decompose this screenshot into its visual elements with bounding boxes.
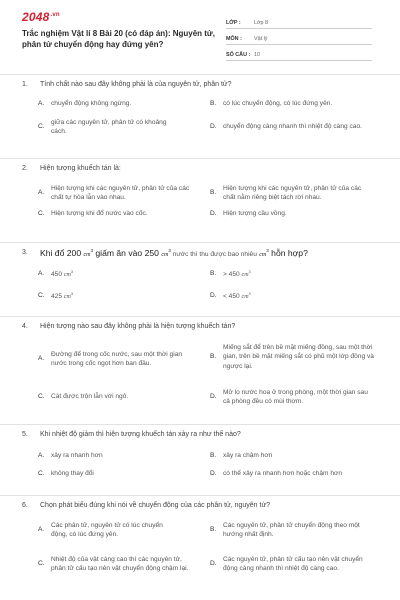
text-part: Khi đổ 200 <box>40 247 82 258</box>
option-text: Mở lọ nước hoa ở trong phòng, một thời gian sau cả phòng đều có mùi thơm. <box>223 388 368 405</box>
info-row-count <box>226 47 372 61</box>
option-text: Đường để trong cốc nước, sau một thời gian nước trong cốc ngọt hơn ban đầu. <box>51 350 183 367</box>
info-row-subject <box>226 31 372 45</box>
unit-cm: cm <box>241 272 249 279</box>
question-text: Khi nhiệt độ giảm thì hiện tượng khuếch tán xảy ra như thế nào? <box>40 431 241 438</box>
option-text: Hiện tượng khi các nguyên tử, phân tử của các chất tự hòa lẫn vào nhau. <box>51 184 190 201</box>
option-a[interactable] <box>38 344 208 374</box>
option-text: xảy ra chậm hơn <box>223 452 273 460</box>
question-3 <box>0 242 400 301</box>
info-row-class <box>226 15 372 29</box>
option-b[interactable] <box>210 519 380 541</box>
option-d[interactable] <box>210 549 380 579</box>
option-b[interactable] <box>210 98 380 110</box>
option-letter: A. <box>38 526 45 534</box>
option-letter: B. <box>210 189 217 197</box>
option-text: có thể xảy ra nhanh hơn hoặc chậm hơn <box>223 470 342 478</box>
question-header <box>0 158 400 178</box>
option-value: 450 <box>51 271 63 279</box>
question-text <box>40 248 308 258</box>
question-number: 1. <box>22 81 28 88</box>
unit-cm: cm <box>161 251 169 258</box>
option-letter: A. <box>38 355 45 363</box>
option-d[interactable] <box>210 290 380 302</box>
option-text: có lúc chuyển động, có lúc đứng yên. <box>223 100 333 108</box>
option-c[interactable] <box>38 208 208 220</box>
unit-exponent: 3 <box>248 269 251 275</box>
option-letter: A. <box>38 100 45 108</box>
option-letter: B. <box>210 353 217 361</box>
option-d[interactable] <box>210 468 380 480</box>
option-text <box>223 289 251 303</box>
option-value: > 450 <box>223 271 240 279</box>
option-letter: D. <box>210 393 217 401</box>
question-number: 5. <box>22 431 28 438</box>
option-a[interactable] <box>38 182 208 204</box>
question-number: 2. <box>22 165 28 172</box>
text-part: giấm ăn vào 250 <box>93 247 159 258</box>
option-b[interactable] <box>210 340 380 374</box>
option-letter: D. <box>210 470 217 478</box>
option-letter: D. <box>210 210 217 218</box>
option-text <box>51 289 73 303</box>
option-c[interactable] <box>38 386 208 408</box>
option-d[interactable] <box>210 386 380 408</box>
unit-exponent: 3 <box>70 269 74 275</box>
option-text: Các phân tử, nguyên tử có lúc chuyển động, có lúc đứng yên. <box>51 521 163 538</box>
option-letter: C. <box>38 292 45 300</box>
option-a[interactable] <box>38 450 208 462</box>
option-text: xảy ra nhanh hơn <box>51 452 103 460</box>
unit-exponent: 3 <box>168 247 171 253</box>
option-text <box>51 267 73 281</box>
option-text <box>223 267 251 281</box>
option-letter: B. <box>210 270 217 278</box>
info-value: 10 <box>254 52 260 58</box>
unit-cm: cm <box>63 272 71 279</box>
info-label: LỚP : <box>226 20 241 26</box>
option-letter: B. <box>210 452 217 460</box>
option-c[interactable] <box>38 468 208 480</box>
option-text: Hiện tượng cầu vồng. <box>223 210 287 218</box>
question-text: Hiện tượng khuếch tán là: <box>40 165 121 172</box>
option-letter: C. <box>38 560 45 568</box>
option-value: < 450 <box>223 293 240 301</box>
question-number: 4. <box>22 323 28 330</box>
question-4 <box>0 316 400 405</box>
unit-exponent: 3 <box>90 247 93 253</box>
question-header <box>0 242 400 262</box>
option-d[interactable] <box>210 116 380 138</box>
logo-text: 2048 <box>22 10 50 24</box>
option-text: Các nguyên tử, phân tử chuyển động theo một hướng nhất định. <box>223 521 360 538</box>
option-text: chuyển động càng nhanh thì nhiệt độ càng cao. <box>223 123 362 131</box>
option-letter: D. <box>210 292 217 300</box>
text-part: hỗn hợp? <box>268 247 308 258</box>
question-header <box>0 495 400 515</box>
logo-suffix: .vn <box>50 12 60 18</box>
option-c[interactable] <box>38 116 208 138</box>
option-letter: C. <box>38 470 45 478</box>
question-header <box>0 424 400 444</box>
question-text: Tính chất nào sau đây không phải là của nguyên tử, phân tử? <box>40 81 232 88</box>
option-text: Nhiệt độ của vật càng cao thì các nguyên tử, phân tử cấu tạo nên vật chuyển động chậm lại. <box>51 555 189 572</box>
option-a[interactable] <box>38 519 208 541</box>
question-header <box>0 316 400 336</box>
option-letter: A. <box>38 452 45 460</box>
question-header <box>0 74 400 94</box>
info-value: Vật lý <box>254 36 268 42</box>
option-a[interactable] <box>38 98 208 110</box>
option-d[interactable] <box>210 208 380 220</box>
option-a[interactable] <box>38 268 208 280</box>
option-text: Miếng sắt để trên bề mặt miếng đồng, sau một thời gian, trên bề mặt miếng sắt có phủ một lớp đồng và ngược lại. <box>223 343 374 370</box>
quiz-info-table <box>226 15 372 63</box>
option-letter: A. <box>38 189 45 197</box>
option-letter: C. <box>38 123 45 131</box>
info-label: MÔN : <box>226 36 242 42</box>
option-letter: D. <box>210 123 217 131</box>
option-letter: B. <box>210 100 217 108</box>
unit-exponent: 3 <box>70 291 74 297</box>
question-5 <box>0 424 400 478</box>
option-text: Hiện tượng khi các nguyên tử, phân tử của các chất nằm riêng biệt tách rời nhau. <box>223 184 362 201</box>
option-letter: D. <box>210 560 217 568</box>
option-text: chuyển động không ngừng. <box>51 100 132 108</box>
unit-cm: cm <box>63 294 71 301</box>
option-text: giữa các nguyên tử, phân tử có khoảng cách. <box>51 118 167 135</box>
question-6 <box>0 495 400 572</box>
info-value: Lớp 8 <box>254 20 269 26</box>
option-b[interactable] <box>210 182 380 204</box>
option-b[interactable] <box>210 450 380 462</box>
info-label: SỐ CÂU : <box>226 52 251 58</box>
option-value: 425 <box>51 293 63 301</box>
option-c[interactable] <box>38 290 208 302</box>
question-2 <box>0 158 400 218</box>
option-text: Hiện tượng khi đổ nước vào cốc. <box>51 210 148 218</box>
option-text: Các nguyên tử, phân tử cấu tạo nên vật chuyển động càng nhanh thì nhiệt độ càng cao. <box>223 555 363 572</box>
page-title: Trắc nghiệm Vật lí 8 Bài 20 (có đáp án): Nguyên tử, phân tử chuyển động hay đứng yên? <box>22 29 215 49</box>
option-b[interactable] <box>210 268 380 280</box>
option-letter: C. <box>38 393 45 401</box>
unit-cm: cm <box>83 251 91 258</box>
option-c[interactable] <box>38 549 208 579</box>
question-number: 6. <box>22 502 28 509</box>
page-header <box>0 0 400 66</box>
text-part: nước thì thu được bao nhiêu <box>170 250 257 258</box>
option-text: Cát được trộn lẫn với ngô. <box>51 393 129 401</box>
unit-exponent: 3 <box>266 247 269 253</box>
unit-exponent: 3 <box>248 291 251 297</box>
option-letter: B. <box>210 526 217 534</box>
question-text: Chọn phát biểu đúng khi nói về chuyển động của các phân tử, nguyên tử? <box>40 502 271 509</box>
option-letter: A. <box>38 270 45 278</box>
option-letter: C. <box>38 210 45 218</box>
unit-cm: cm <box>241 294 249 301</box>
unit-cm: cm <box>259 251 267 258</box>
option-text: không thay đổi <box>51 470 94 478</box>
question-1 <box>0 74 400 135</box>
question-number: 3. <box>22 249 28 256</box>
question-text: Hiện tượng nào sau đây không phải là hiện tượng khuếch tán? <box>40 323 236 330</box>
